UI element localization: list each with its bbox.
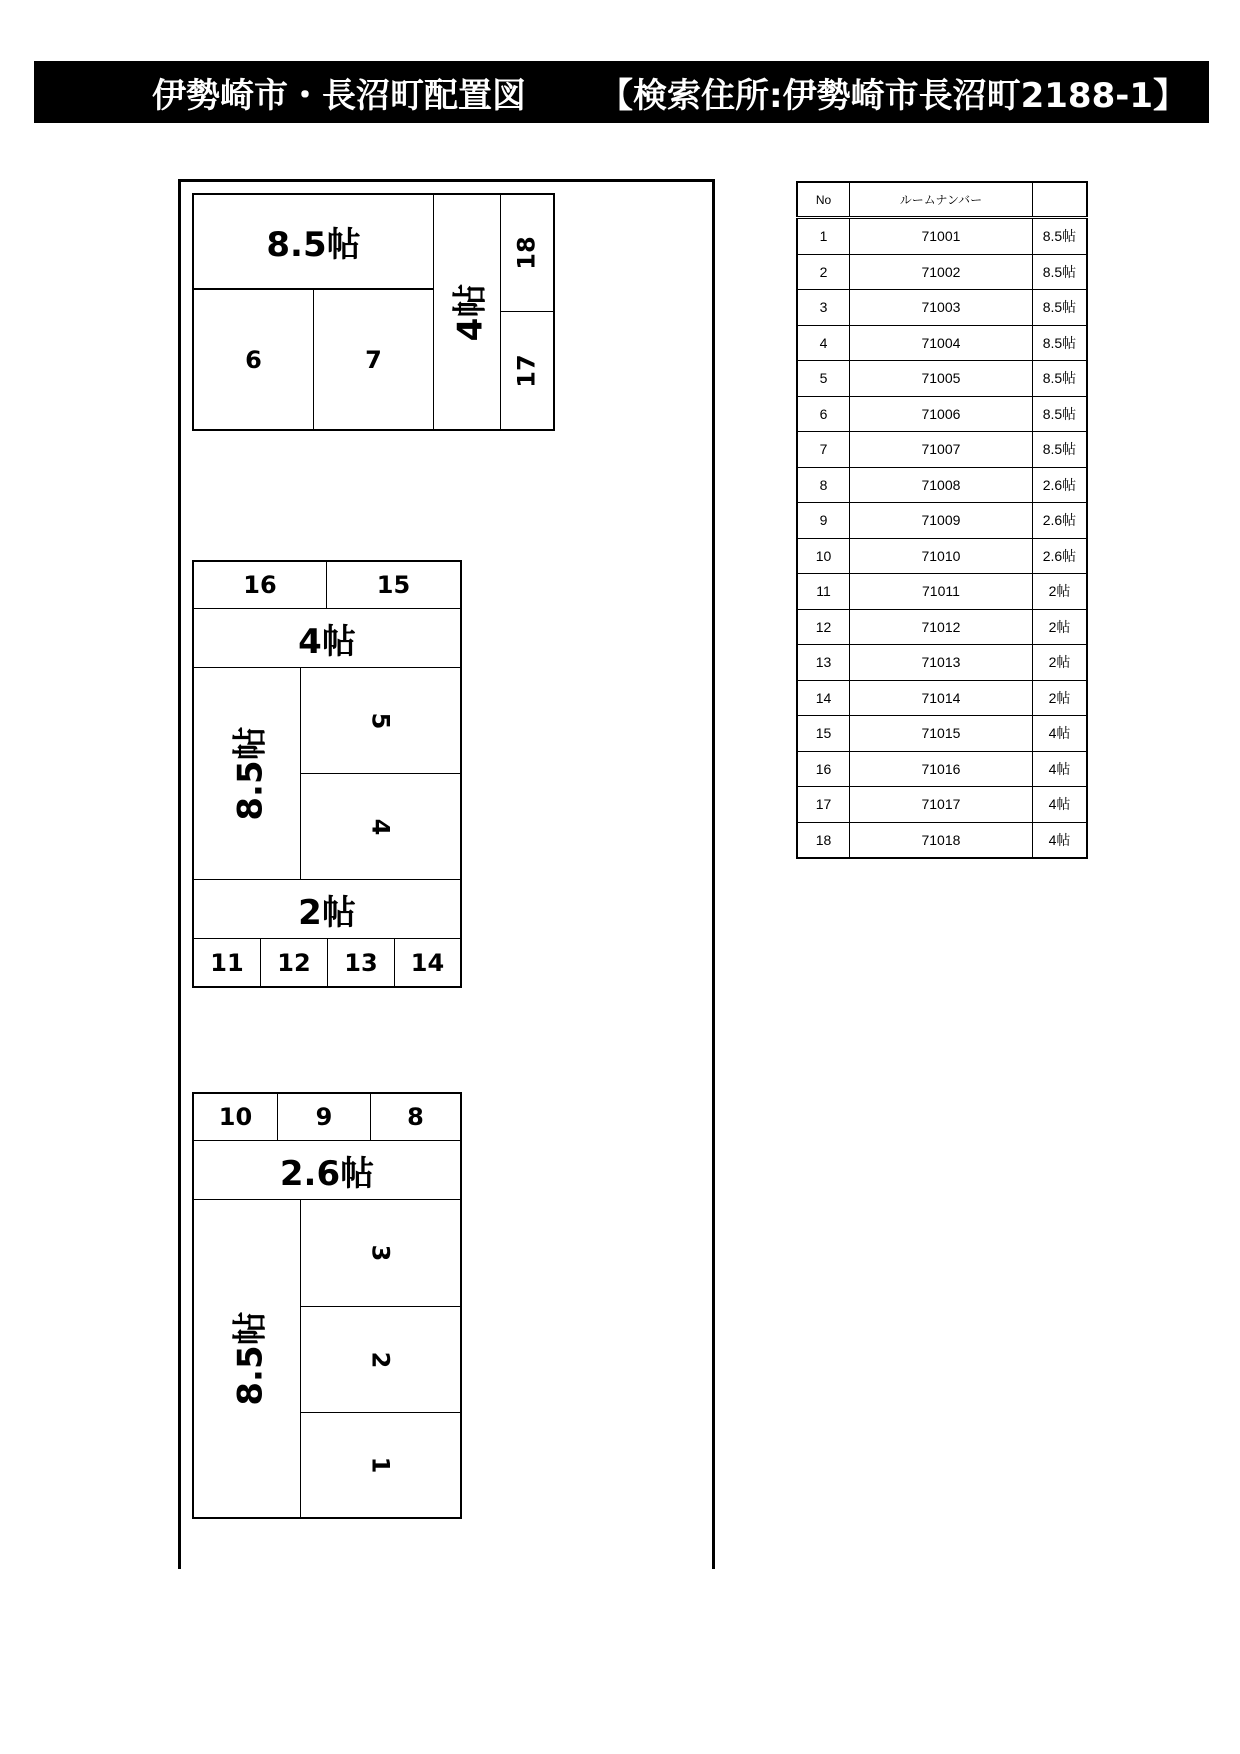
site-boundary-right <box>712 179 715 1569</box>
cell-room-number: 71001 <box>849 218 1032 255</box>
cell-room-number: 71006 <box>849 396 1032 432</box>
room-5[interactable]: 5 <box>300 667 461 774</box>
table-row <box>797 822 1087 858</box>
page-title: 伊勢崎市・長沼町配置図 <box>152 75 526 116</box>
cell-size: 2帖 <box>1032 574 1087 610</box>
cell-size: 2帖 <box>1032 609 1087 645</box>
table-row <box>797 467 1087 503</box>
cell-room-number: 71014 <box>849 680 1032 716</box>
cell-size: 8.5帖 <box>1032 361 1087 397</box>
cell-room-number: 71010 <box>849 538 1032 574</box>
cell-room-number: 71005 <box>849 361 1032 397</box>
cell-size: 8.5帖 <box>1032 432 1087 468</box>
cell-room-number: 71003 <box>849 290 1032 326</box>
table-row <box>797 325 1087 361</box>
room-3[interactable]: 3 <box>300 1199 461 1307</box>
cell-size: 2帖 <box>1032 680 1087 716</box>
cell-no: 16 <box>797 751 849 787</box>
building-b-size-2: 2帖 <box>193 879 461 939</box>
cell-no: 11 <box>797 574 849 610</box>
cell-room-number: 71011 <box>849 574 1032 610</box>
cell-room-number: 71009 <box>849 503 1032 539</box>
cell-no: 7 <box>797 432 849 468</box>
cell-size: 2.6帖 <box>1032 503 1087 539</box>
cell-room-number: 71017 <box>849 787 1032 823</box>
cell-room-number: 71015 <box>849 716 1032 752</box>
room-16[interactable]: 16 <box>193 561 327 609</box>
cell-no: 13 <box>797 645 849 681</box>
col-room-number: ルームナンバー <box>849 182 1032 218</box>
search-address: 【検索住所:伊勢崎市長沼町2188-1】 <box>599 75 1187 116</box>
cell-no: 5 <box>797 361 849 397</box>
room-15[interactable]: 15 <box>326 561 461 609</box>
table-row <box>797 254 1087 290</box>
cell-room-number: 71013 <box>849 645 1032 681</box>
table-header-row <box>797 182 1087 218</box>
table-row <box>797 716 1087 752</box>
room-8[interactable]: 8 <box>370 1093 461 1141</box>
table-row <box>797 290 1087 326</box>
room-9[interactable]: 9 <box>277 1093 371 1141</box>
cell-no: 18 <box>797 822 849 858</box>
cell-size: 2帖 <box>1032 645 1087 681</box>
col-no: No <box>797 182 849 218</box>
table-row <box>797 361 1087 397</box>
table-row <box>797 218 1087 255</box>
site-boundary-left <box>178 179 181 1569</box>
room-number-table <box>796 181 1088 859</box>
cell-no: 6 <box>797 396 849 432</box>
cell-no: 12 <box>797 609 849 645</box>
table-row <box>797 609 1087 645</box>
cell-size: 8.5帖 <box>1032 290 1087 326</box>
room-12[interactable]: 12 <box>260 938 328 987</box>
cell-size: 8.5帖 <box>1032 396 1087 432</box>
table-row <box>797 432 1087 468</box>
building-c-size-85: 8.5帖 <box>193 1199 301 1518</box>
cell-no: 9 <box>797 503 849 539</box>
room-2[interactable]: 2 <box>300 1306 461 1413</box>
site-boundary-top <box>178 179 715 182</box>
cell-room-number: 71012 <box>849 609 1032 645</box>
cell-no: 3 <box>797 290 849 326</box>
room-6[interactable]: 6 <box>193 289 314 430</box>
room-10[interactable]: 10 <box>193 1093 278 1141</box>
room-18[interactable]: 18 <box>500 194 554 312</box>
building-b-size-85: 8.5帖 <box>193 667 301 880</box>
cell-no: 10 <box>797 538 849 574</box>
room-13[interactable]: 13 <box>327 938 395 987</box>
cell-room-number: 71008 <box>849 467 1032 503</box>
table-row <box>797 503 1087 539</box>
col-size <box>1032 182 1087 218</box>
cell-no: 17 <box>797 787 849 823</box>
table-row <box>797 787 1087 823</box>
cell-room-number: 71007 <box>849 432 1032 468</box>
building-b-size-4: 4帖 <box>193 608 461 668</box>
room-11[interactable]: 11 <box>193 938 261 987</box>
cell-size: 8.5帖 <box>1032 254 1087 290</box>
header-bar <box>34 61 1209 123</box>
cell-size: 4帖 <box>1032 787 1087 823</box>
table-row <box>797 574 1087 610</box>
building-a-size-4: 4帖 <box>433 194 501 430</box>
cell-size: 4帖 <box>1032 822 1087 858</box>
cell-size: 8.5帖 <box>1032 218 1087 255</box>
cell-size: 2.6帖 <box>1032 467 1087 503</box>
cell-size: 4帖 <box>1032 751 1087 787</box>
building-a-size-85: 8.5帖 <box>193 194 434 289</box>
cell-room-number: 71002 <box>849 254 1032 290</box>
building-c-size-26: 2.6帖 <box>193 1140 461 1200</box>
table-row <box>797 538 1087 574</box>
table-row <box>797 645 1087 681</box>
room-14[interactable]: 14 <box>394 938 461 987</box>
room-7[interactable]: 7 <box>313 289 434 430</box>
cell-no: 1 <box>797 218 849 255</box>
room-1[interactable]: 1 <box>300 1412 461 1518</box>
table-row <box>797 751 1087 787</box>
cell-no: 8 <box>797 467 849 503</box>
table-row <box>797 396 1087 432</box>
room-17[interactable]: 17 <box>500 311 554 430</box>
cell-room-number: 71004 <box>849 325 1032 361</box>
cell-no: 15 <box>797 716 849 752</box>
room-4[interactable]: 4 <box>300 773 461 880</box>
cell-size: 2.6帖 <box>1032 538 1087 574</box>
table-row <box>797 680 1087 716</box>
cell-no: 4 <box>797 325 849 361</box>
cell-room-number: 71016 <box>849 751 1032 787</box>
cell-size: 4帖 <box>1032 716 1087 752</box>
cell-no: 2 <box>797 254 849 290</box>
cell-room-number: 71018 <box>849 822 1032 858</box>
cell-no: 14 <box>797 680 849 716</box>
cell-size: 8.5帖 <box>1032 325 1087 361</box>
